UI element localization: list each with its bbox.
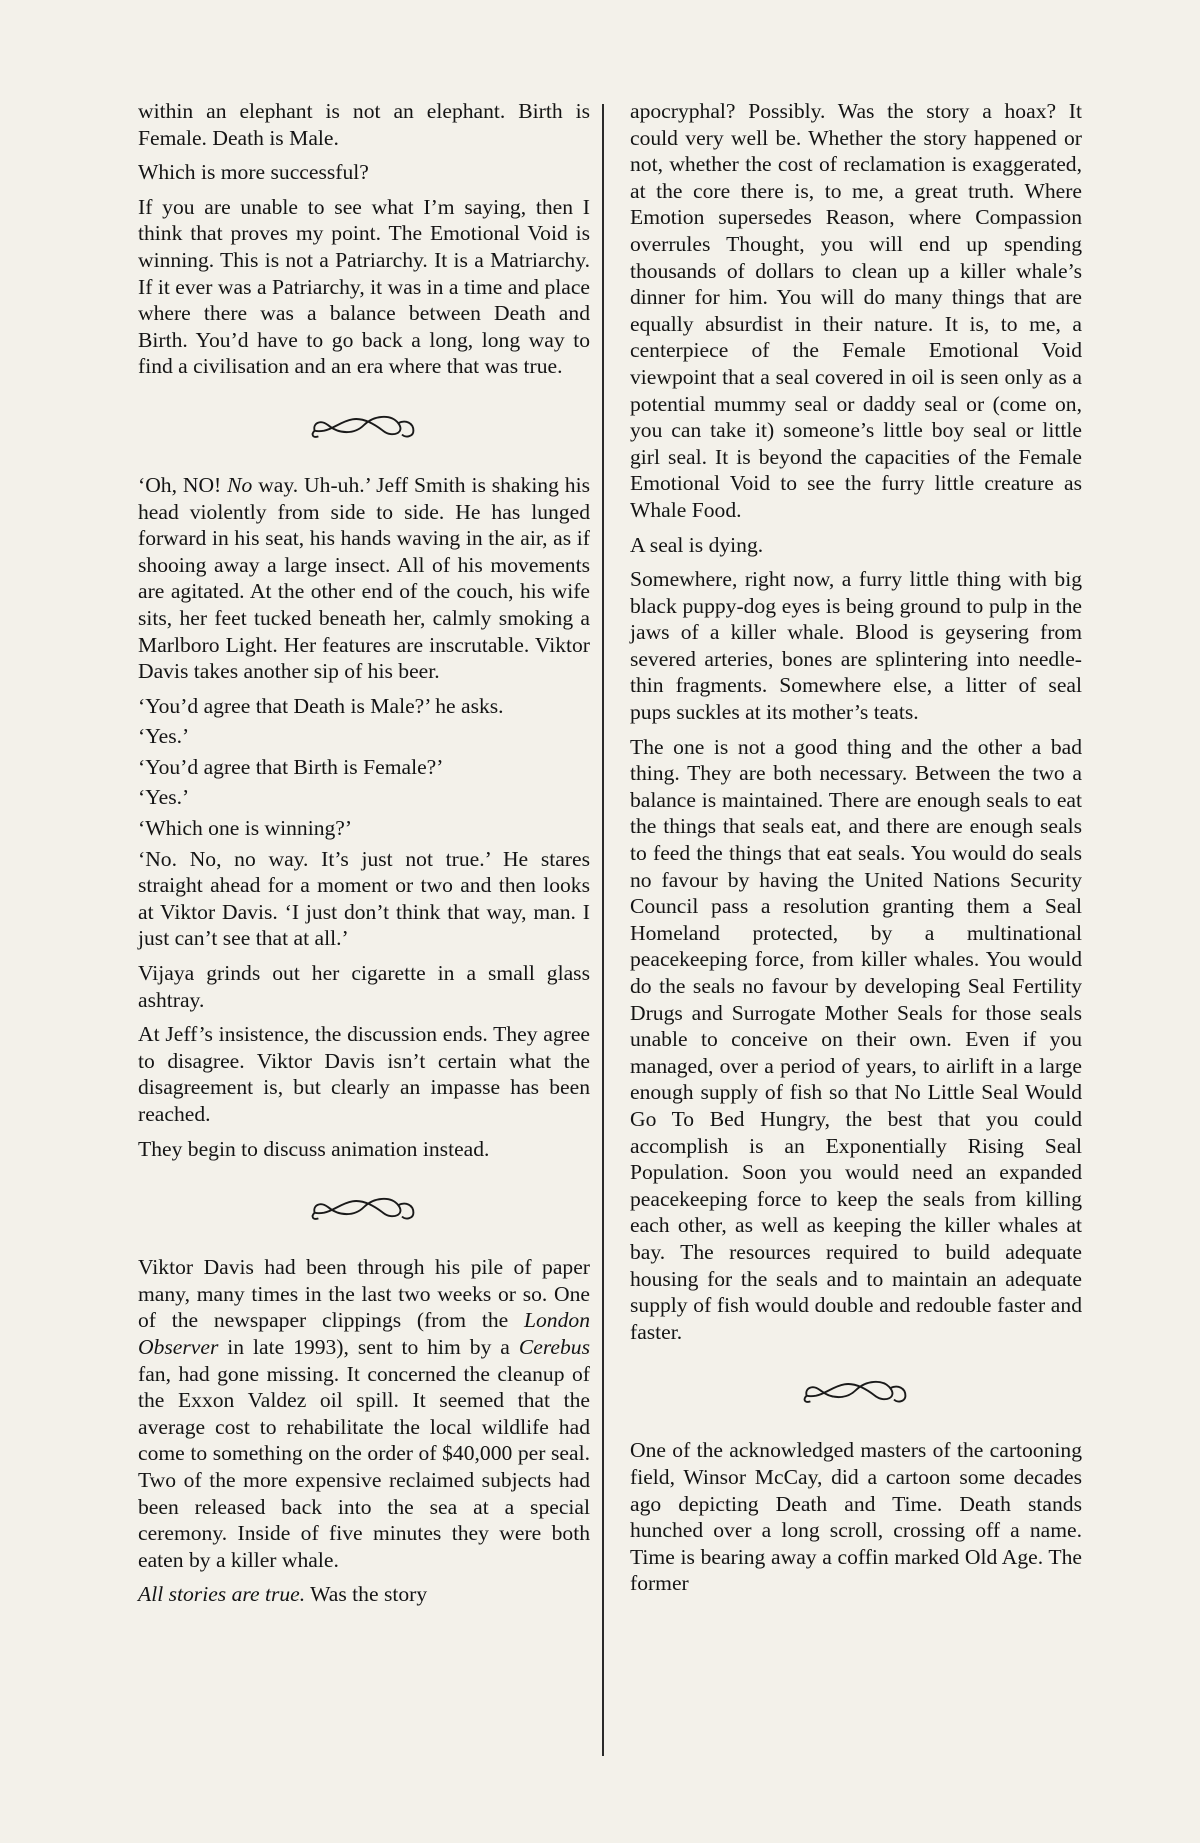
- paragraph: They begin to discuss animation instead.: [138, 1136, 490, 1161]
- section-divider: [138, 388, 590, 462]
- paragraph: ‘No. No, no way. It’s just not true.’ He stares straight ahead for a moment or two and then looks at Viktor Davis. ‘I just don’t think that way, man. I just can’t see that at all.’: [138, 846, 590, 951]
- right-column: [630, 98, 1082, 1605]
- paragraph: One of the acknowledged masters of the cartooning field, Winsor McCay, did a cartoon some decades ago depicting Death and Time. Death stands hunched over a long scroll, crossing off a name. Time is bearing away a coffin marked Old Age. The former: [630, 1438, 1082, 1596]
- paragraph: A seal is dying.: [630, 532, 764, 557]
- flourish-icon: [797, 1371, 915, 1409]
- paragraph: ‘Which one is winning?’: [138, 816, 353, 841]
- paragraph: ‘Oh, NO! No way. Uh-uh.’ Jeff Smith is shaking his head violently from side to side. He has lunged forward in his seat, his hands waving in the air, as if shooing away a large insect. All of his movements are agitated. At the other end of the couch, his wife sits, her feet tucked beneath her, calmly smoking a Marlboro Light. Her features are inscrutable. Viktor Davis takes another sip of his beer.: [138, 472, 590, 684]
- column-divider: [602, 104, 604, 1756]
- paragraph: All stories are true. Was the story: [138, 1582, 428, 1607]
- paragraph: Vijaya grinds out her cigarette in a small glass ashtray.: [138, 961, 590, 1012]
- paragraph: ‘You’d agree that Birth is Female?’: [138, 754, 444, 779]
- paragraph: apocryphal? Possibly. Was the story a hoax? It could very well be. Whether the story happened or not, whether the cost of reclamation is exaggerated, at the core there is, to me, a great truth. Where Emotion supersedes Reason, where Compassion overrules Thought, you will end up spending thousands of dollars to clean up a killer whale’s dinner for him. You will do many things that are equally absurdist in their nature. It is, to me, a centerpiece of the Female Emotional Void viewpoint that a seal covered in oil is seen only as a potential mummy seal or daddy seal or (come on, you can take it) someone’s little boy seal or little girl seal. It is beyond the capacities of the Female Emotional Void to see the furry little creature as Whale Food.: [630, 99, 1082, 522]
- paragraph: The one is not a good thing and the other a bad thing. They are both necessary. Between the two a balance is maintained. There are enough seals to eat the things that seals eat, and there are enough seals to feed the things that eat seals. You would do seals no favour by having the United Nations Security Council pass a resolution granting them a Seal Homeland protected, by a multinational peacekeeping force, from killer whales. You would do the seals no favour by developing Seal Fertility Drugs and Surrogate Mother Seals for those seals unable to conceive on their own. Even if you managed, over a period of years, to airlift in a large enough supply of fish so that No Little Seal Would Go To Bed Hungry, the best that you could accomplish is an Exponentially Rising Seal Population. Soon you would need an expanded peacekeeping force to keep the seals from killing each other, as well as keeping the killer whales at bay. The resources required to build adequate housing for the seals and to maintain an adequate supply of fish would double and redouble faster and faster.: [630, 734, 1082, 1344]
- section-divider: [138, 1170, 590, 1244]
- paragraph: Somewhere, right now, a furry little thing with big black puppy-dog eyes is being ground to pulp in the jaws of a killer whale. Blood is geysering from severed arteries, bones are splintering into needle-thin fragments. Somewhere else, a litter of seal pups suckles at its mother’s teats.: [630, 567, 1082, 725]
- flourish-icon: [305, 406, 423, 444]
- paragraph: If you are unable to see what I’m saying, then I think that proves my point. The Emotional Void is winning. This is not a Patriarchy. It is a Matriarchy. If it ever was a Patriarchy, it was in a time and place where there was a balance between Death and Birth. You’d have to go back a long, long way to find a civilisation and an era where that was true.: [138, 194, 590, 379]
- flourish-icon: [305, 1188, 423, 1226]
- section-divider: [630, 1353, 1082, 1427]
- paragraph: At Jeff’s insistence, the discussion ends. They agree to disagree. Viktor Davis isn’t certain what the disagreement is, but clearly an impasse has been reached.: [138, 1022, 590, 1126]
- paragraph: ‘Yes.’: [138, 785, 190, 810]
- paragraph: ‘Yes.’: [138, 724, 190, 749]
- left-column: [138, 98, 590, 1616]
- paragraph: within an elephant is not an elephant. Birth is Female. Death is Male.: [138, 99, 590, 150]
- paragraph: ‘You’d agree that Death is Male?’ he asks.: [138, 693, 504, 718]
- paragraph: Viktor Davis had been through his pile of paper many, many times in the last two weeks or so. One of the newspaper clippings (from the London Observer in late 1993), sent to him by a Cerebus fan, had gone missing. It concerned the cleanup of the Exxon Valdez oil spill. It seemed that the average cost to rehabilitate the local wildlife had come to something on the order of $40,000 per seal. Two of the more expensive reclaimed subjects had been released back into the sea at a special ceremony. Inside of five minutes they were both eaten by a killer whale.: [138, 1255, 590, 1572]
- paragraph: Which is more successful?: [138, 160, 369, 185]
